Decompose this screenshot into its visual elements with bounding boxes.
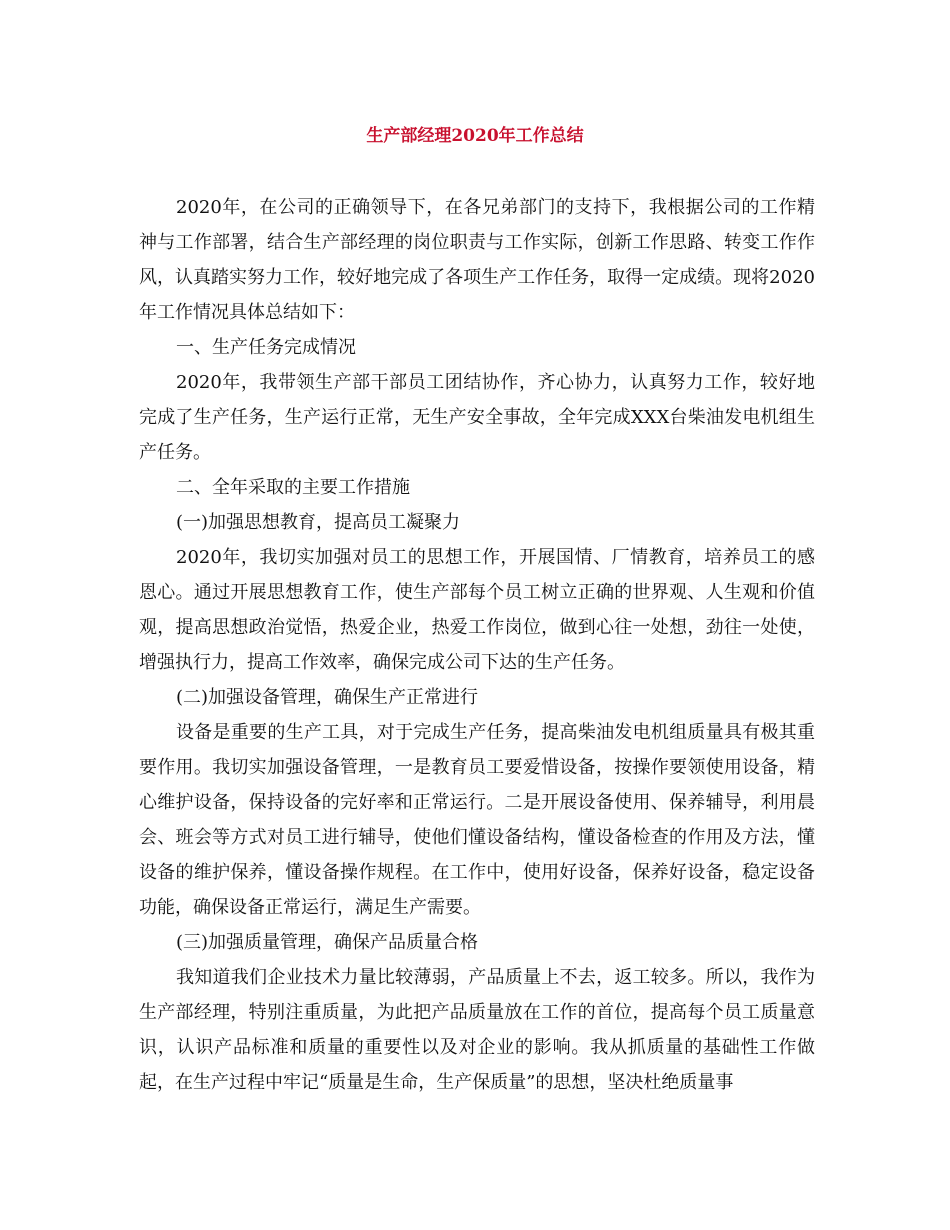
subsection-heading-1: (一)加强思想教育，提高员工凝聚力 (176, 512, 461, 533)
paragraph-production-tasks: 2020年，我带领生产部干部员工团结协作，齐心协力，认真努力工作，较好地完成了生产任务，生产运行正常，无生产安全事故，全年完成XXX台柴油发电机组生产任务。 (139, 372, 815, 463)
section-heading-1: 一、生产任务完成情况 (176, 337, 356, 358)
document-body (139, 190, 815, 1100)
paragraph-equipment-management: 设备是重要的生产工具，对于完成生产任务，提高柴油发电机组质量具有极其重要作用。我切实加强设备管理，一是教育员工要爱惜设备，按操作要领使用设备，精心维护设备，保持设备的完好率和正常运行。二是开展设备使用、保养辅导，利用晨会、班会等方式对员工进行辅导，使他们懂设备结构，懂设备检查的作用及方法，懂设备的维护保养，懂设备操作规程。在工作中，使用好设备，保养好设备，稳定设备功能，确保设备正常运行，满足生产需要。 (139, 722, 815, 918)
section-heading-2: 二、全年采取的主要工作措施 (176, 477, 410, 498)
paragraph-intro: 2020年，在公司的正确领导下，在各兄弟部门的支持下，我根据公司的工作精神与工作部署，结合生产部经理的岗位职责与工作实际，创新工作思路、转变工作作风，认真踏实努力工作，较好地完成了各项生产工作任务，取得一定成绩。现将2020年工作情况具体总结如下： (139, 197, 815, 323)
subsection-heading-3: (三)加强质量管理，确保产品质量合格 (176, 932, 479, 953)
document-title: 生产部经理2020年工作总结 (366, 126, 584, 146)
paragraph-quality-management: 我知道我们企业技术力量比较薄弱，产品质量上不去，返工较多。所以，我作为生产部经理，特别注重质量，为此把产品质量放在工作的首位，提高每个员工质量意识，认识产品标准和质量的重要性以及对企业的影响。我从抓质量的基础性工作做起，在生产过程中牢记“质量是生命，生产保质量”的思想，坚决杜绝质量事 (139, 967, 815, 1093)
subsection-heading-2: (二)加强设备管理，确保生产正常进行 (176, 687, 479, 708)
paragraph-ideological-education: 2020年，我切实加强对员工的思想工作，开展国情、厂情教育，培养员工的感恩心。通过开展思想教育工作，使生产部每个员工树立正确的世界观、人生观和价值观，提高思想政治觉悟，热爱企业，热爱工作岗位，做到心往一处想，劲往一处使，增强执行力，提高工作效率，确保完成公司下达的生产任务。 (139, 547, 815, 673)
